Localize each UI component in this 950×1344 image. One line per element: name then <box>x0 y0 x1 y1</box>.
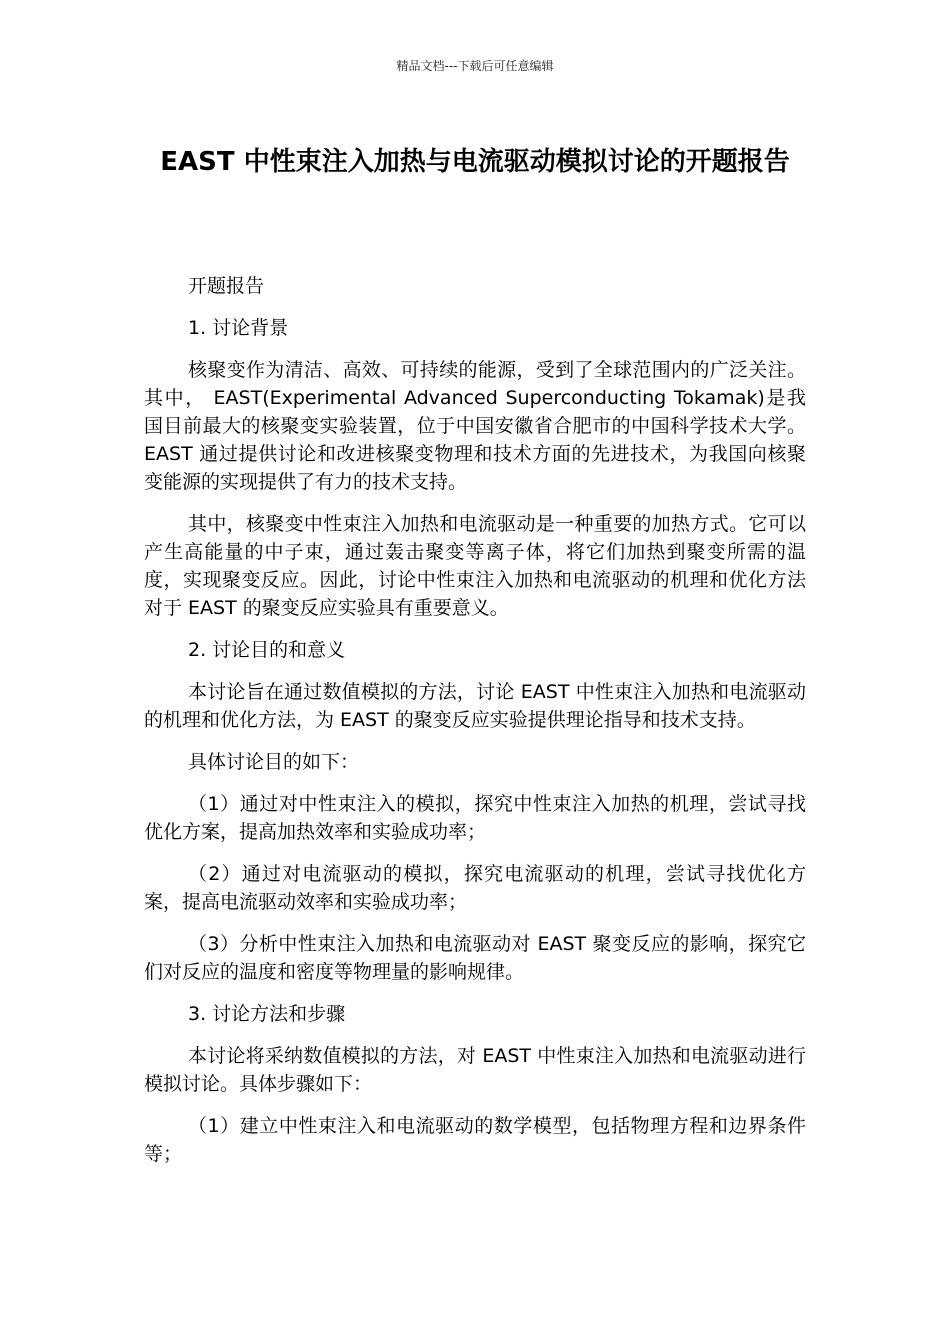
list-item: （1）通过对中性束注入的模拟，探究中性束注入加热的机理，尝试寻找优化方案，提高加热效率和实验成功率； <box>144 793 806 843</box>
document-title: EAST 中性束注入加热与电流驱动模拟讨论的开题报告 <box>160 147 790 177</box>
page-header: 精品文档---下载后可任意编辑 <box>396 59 554 73</box>
list-item: （2）通过对电流驱动的模拟，探究电流驱动的机理，尝试寻找优化方案，提高电流驱动效率和实验成功率； <box>144 863 806 913</box>
paragraph: 具体讨论目的如下： <box>188 751 360 773</box>
section-label: 开题报告 <box>188 275 265 297</box>
paragraph: 核聚变作为清洁、高效、可持续的能源，受到了全球范围内的广泛关注。其中， EAST(Experimental Advanced Superconducting Tokamak)是我国目前最大的核聚变实验装置，位于中国安徽省合肥市的中国科学技术大学。EAST 通过提供讨论和改进核聚变物理和技术方面的先进技术，为我国向核聚变能源的实现提供了有力的技术支持。 <box>144 359 806 493</box>
paragraph: 本讨论将采纳数值模拟的方法，对 EAST 中性束注入加热和电流驱动进行模拟讨论。具体步骤如下： <box>144 1045 806 1095</box>
section-heading-background: 1. 讨论背景 <box>188 317 289 339</box>
document-body <box>144 272 806 1182</box>
paragraph: 其中，核聚变中性束注入加热和电流驱动是一种重要的加热方式。它可以产生高能量的中子束，通过轰击聚变等离子体，将它们加热到聚变所需的温度，实现聚变反应。因此，讨论中性束注入加热和电流驱动的机理和优化方法对于 EAST 的聚变反应实验具有重要意义。 <box>144 513 806 619</box>
list-item: （1）建立中性束注入和电流驱动的数学模型，包括物理方程和边界条件等； <box>144 1115 806 1165</box>
section-heading-methods: 3. 讨论方法和步骤 <box>188 1003 346 1025</box>
list-item: （3）分析中性束注入加热和电流驱动对 EAST 聚变反应的影响，探究它们对反应的温度和密度等物理量的影响规律。 <box>144 933 806 983</box>
paragraph: 本讨论旨在通过数值模拟的方法，讨论 EAST 中性束注入加热和电流驱动的机理和优化方法，为 EAST 的聚变反应实验提供理论指导和技术支持。 <box>144 681 806 731</box>
section-heading-purpose: 2. 讨论目的和意义 <box>188 639 346 661</box>
